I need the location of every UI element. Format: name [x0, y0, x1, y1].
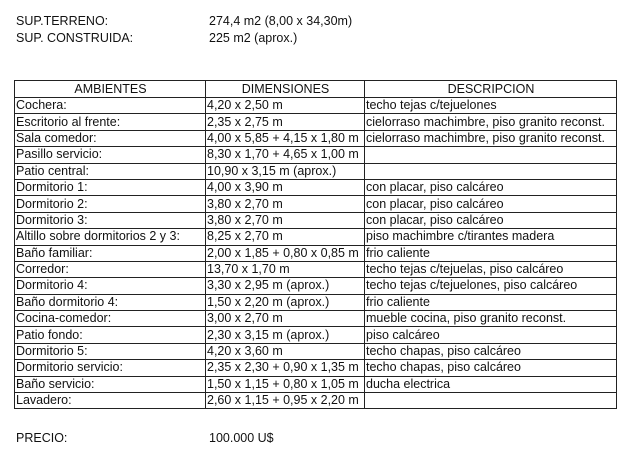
dimensiones-cell[interactable]: 3,80 x 2,70 m — [206, 196, 365, 212]
ambiente-cell[interactable]: Baño familiar: — [15, 245, 206, 261]
ambiente-cell[interactable]: Dormitorio 3: — [15, 212, 206, 228]
descripcion-cell[interactable]: cielorraso machimbre, piso granito reconst. — [365, 114, 617, 130]
dimensiones-cell[interactable]: 2,30 x 3,15 m (aprox.) — [206, 327, 365, 343]
dimensiones-cell[interactable]: 1,50 x 1,15 + 0,80 x 1,05 m — [206, 376, 365, 392]
dimensiones-cell[interactable]: 2,35 x 2,75 m — [206, 114, 365, 130]
descripcion-cell[interactable]: piso machimbre c/tirantes madera — [365, 229, 617, 245]
descripcion-cell[interactable] — [365, 147, 617, 163]
ambientes-table — [14, 80, 617, 409]
sup-terreno-value: 274,4 m2 (8,00 x 34,30m) — [209, 14, 353, 28]
table-row — [15, 278, 617, 294]
table-row — [15, 294, 617, 310]
descripcion-cell[interactable]: techo tejas c/tejuelones, piso calcáreo — [365, 278, 617, 294]
ambiente-cell[interactable]: Patio fondo: — [15, 327, 206, 343]
ambiente-cell[interactable]: Lavadero: — [15, 393, 206, 409]
table-row — [15, 360, 617, 376]
header-descripcion: DESCRIPCION — [365, 81, 617, 98]
table-row — [15, 311, 617, 327]
table-row — [15, 196, 617, 212]
table-header-row — [15, 81, 617, 98]
sup-terreno-label: SUP.TERRENO: — [16, 14, 109, 28]
descripcion-cell[interactable]: frio caliente — [365, 245, 617, 261]
dimensiones-cell[interactable]: 10,90 x 3,15 m (aprox.) — [206, 163, 365, 179]
table-body — [15, 98, 617, 409]
ambiente-cell[interactable]: Patio central: — [15, 163, 206, 179]
dimensiones-cell[interactable]: 3,00 x 2,70 m — [206, 311, 365, 327]
descripcion-cell[interactable]: con placar, piso calcáreo — [365, 179, 617, 195]
dimensiones-cell[interactable]: 8,30 x 1,70 + 4,65 x 1,00 m — [206, 147, 365, 163]
dimensiones-cell[interactable]: 2,00 x 1,85 + 0,80 x 0,85 m — [206, 245, 365, 261]
descripcion-cell[interactable]: techo tejas c/tejuelones — [365, 98, 617, 114]
descripcion-cell[interactable]: techo chapas, piso calcáreo — [365, 343, 617, 359]
dimensiones-cell[interactable]: 3,30 x 2,95 m (aprox.) — [206, 278, 365, 294]
dimensiones-cell[interactable]: 3,80 x 2,70 m — [206, 212, 365, 228]
ambiente-cell[interactable]: Cocina-comedor: — [15, 311, 206, 327]
table-row — [15, 212, 617, 228]
ambiente-cell[interactable]: Baño dormitorio 4: — [15, 294, 206, 310]
table-row — [15, 343, 617, 359]
ambiente-cell[interactable]: Dormitorio 1: — [15, 179, 206, 195]
dimensiones-cell[interactable]: 4,00 x 3,90 m — [206, 179, 365, 195]
precio-value: 100.000 U$ — [209, 431, 274, 445]
ambiente-cell[interactable]: Dormitorio servicio: — [15, 360, 206, 376]
dimensiones-cell[interactable]: 8,25 x 2,70 m — [206, 229, 365, 245]
header-dimensiones: DIMENSIONES — [206, 81, 365, 98]
descripcion-cell[interactable]: frio caliente — [365, 294, 617, 310]
table-row — [15, 147, 617, 163]
ambiente-cell[interactable]: Dormitorio 4: — [15, 278, 206, 294]
ambiente-cell[interactable]: Corredor: — [15, 261, 206, 277]
descripcion-cell[interactable]: piso calcáreo — [365, 327, 617, 343]
descripcion-cell[interactable]: con placar, piso calcáreo — [365, 196, 617, 212]
descripcion-cell[interactable] — [365, 163, 617, 179]
header-ambientes: AMBIENTES — [15, 81, 206, 98]
table-row — [15, 130, 617, 146]
dimensiones-cell[interactable]: 13,70 x 1,70 m — [206, 261, 365, 277]
table-row — [15, 98, 617, 114]
ambiente-cell[interactable]: Escritorio al frente: — [15, 114, 206, 130]
precio-label: PRECIO: — [16, 431, 68, 445]
descripcion-cell[interactable]: techo chapas, piso calcáreo — [365, 360, 617, 376]
table-row — [15, 261, 617, 277]
dimensiones-cell[interactable]: 2,35 x 2,30 + 0,90 x 1,35 m — [206, 360, 365, 376]
ambiente-cell[interactable]: Cochera: — [15, 98, 206, 114]
descripcion-cell[interactable]: con placar, piso calcáreo — [365, 212, 617, 228]
table-row — [15, 327, 617, 343]
descripcion-cell[interactable]: mueble cocina, piso granito reconst. — [365, 311, 617, 327]
table-row — [15, 376, 617, 392]
ambiente-cell[interactable]: Sala comedor: — [15, 130, 206, 146]
ambiente-cell[interactable]: Altillo sobre dormitorios 2 y 3: — [15, 229, 206, 245]
dimensiones-cell[interactable]: 4,00 x 5,85 + 4,15 x 1,80 m — [206, 130, 365, 146]
table-row — [15, 179, 617, 195]
table-row — [15, 245, 617, 261]
descripcion-cell[interactable]: techo tejas c/tejuelas, piso calcáreo — [365, 261, 617, 277]
ambiente-cell[interactable]: Baño servicio: — [15, 376, 206, 392]
table-row — [15, 393, 617, 409]
dimensiones-cell[interactable]: 4,20 x 2,50 m — [206, 98, 365, 114]
table-row — [15, 229, 617, 245]
table-row — [15, 114, 617, 130]
dimensiones-cell[interactable]: 2,60 x 1,15 + 0,95 x 2,20 m — [206, 393, 365, 409]
dimensiones-cell[interactable]: 1,50 x 2,20 m (aprox.) — [206, 294, 365, 310]
sup-construida-value: 225 m2 (aprox.) — [209, 31, 298, 45]
descripcion-cell[interactable] — [365, 393, 617, 409]
descripcion-cell[interactable]: ducha electrica — [365, 376, 617, 392]
ambiente-cell[interactable]: Pasillo servicio: — [15, 147, 206, 163]
sup-construida-label: SUP. CONSTRUIDA: — [16, 31, 134, 45]
descripcion-cell[interactable]: cielorraso machimbre, piso granito reconst. — [365, 130, 617, 146]
dimensiones-cell[interactable]: 4,20 x 3,60 m — [206, 343, 365, 359]
table-row — [15, 163, 617, 179]
ambiente-cell[interactable]: Dormitorio 2: — [15, 196, 206, 212]
ambiente-cell[interactable]: Dormitorio 5: — [15, 343, 206, 359]
